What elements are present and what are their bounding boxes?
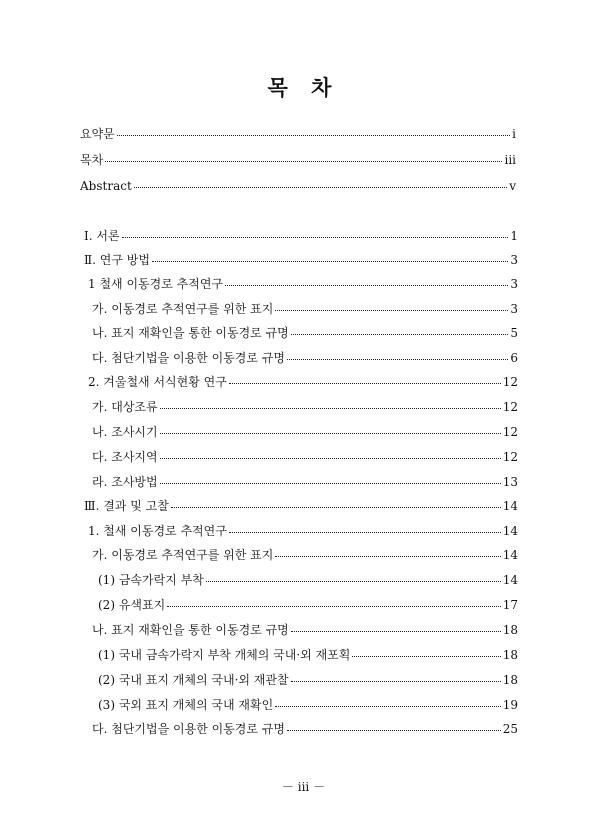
toc-entry: [92, 301, 518, 317]
leader-dots: [352, 647, 500, 659]
toc-entry-label: (2) 국내 표지 개체의 국내·외 재관찰: [98, 673, 289, 687]
toc-entry: [98, 697, 518, 713]
toc-entry: [80, 126, 516, 142]
leader-dots: [152, 252, 508, 264]
toc-entry-page: 3: [510, 277, 518, 291]
toc-entry-page: 17: [502, 598, 518, 612]
toc-entry: [92, 424, 518, 440]
leader-dots: [160, 399, 501, 411]
toc-entry-label: 가. 이동경로 추적연구를 위한 표지: [92, 302, 274, 316]
toc-entry-page: 12: [502, 375, 518, 389]
toc-entry-label: 가. 이동경로 추적연구를 위한 표지: [92, 548, 274, 562]
toc-entry-label: (2) 유색표지: [98, 598, 166, 612]
leader-dots: [275, 301, 508, 313]
toc-entry: [88, 276, 518, 292]
leader-dots: [291, 622, 501, 634]
toc-entry-label: 다. 첨단기법을 이용한 이동경로 규명: [92, 351, 285, 365]
toc-entry-label: 가. 대상조류: [92, 400, 158, 414]
toc-entry-label: 1 철새 이동경로 추적연구: [88, 277, 223, 291]
toc-entry-label: (1) 금속가락지 부착: [98, 573, 204, 587]
toc-entry-label: Ⅱ. 연구 방법: [84, 253, 150, 267]
toc-entry-page: 12: [502, 425, 518, 439]
toc-entry-page: 14: [502, 548, 518, 562]
toc-entry: [92, 399, 518, 415]
toc-entry-label: (3) 국외 표지 개체의 국내 재확인: [98, 698, 274, 712]
leader-dots: [171, 498, 501, 510]
leader-dots: [160, 424, 501, 436]
toc-entry: [92, 622, 518, 638]
leader-dots: [229, 523, 501, 535]
leader-dots: [134, 178, 507, 190]
toc-entry-page: 19: [502, 698, 518, 712]
toc-entry-page: 18: [502, 648, 518, 662]
leader-dots: [229, 374, 501, 386]
toc-entry-page: 1: [510, 229, 518, 243]
leader-dots: [291, 672, 501, 684]
toc-entry: [80, 152, 516, 168]
toc-entry-label: 다. 조사지역: [92, 450, 158, 464]
leader-dots: [291, 325, 509, 337]
toc-entry-label: 1. 철새 이동경로 추적연구: [88, 524, 227, 538]
toc-entry-label: 나. 표지 재확인을 통한 이동경로 규명: [92, 326, 289, 340]
toc-entry-label: 2. 겨울철새 서식현황 연구: [88, 375, 227, 389]
toc-entry-page: 18: [502, 673, 518, 687]
toc-entry-label: 나. 표지 재확인을 통한 이동경로 규명: [92, 623, 289, 637]
toc-entry-label: 다. 첨단기법을 이용한 이동경로 규명: [92, 722, 285, 736]
toc-entry-label: 라. 조사방법: [92, 475, 158, 489]
toc-entry-page: 18: [502, 623, 518, 637]
toc-entry-page: v: [509, 179, 516, 193]
toc-entry-label: Ⅲ. 결과 및 고찰: [84, 499, 169, 513]
leader-dots: [160, 474, 501, 486]
toc-entry: [98, 672, 518, 688]
toc-entry: [92, 721, 518, 737]
toc-entry-page: 14: [502, 499, 518, 513]
toc-entry-page: 3: [510, 302, 518, 316]
toc-entry-page: i: [512, 127, 516, 141]
toc-entry-page: 14: [502, 573, 518, 587]
toc-entry: [88, 374, 518, 390]
leader-dots: [122, 228, 509, 240]
toc-entry: [92, 449, 518, 465]
toc-entry: [80, 178, 516, 194]
leader-dots: [275, 697, 501, 709]
toc-entry: [92, 547, 518, 563]
leader-dots: [225, 276, 508, 288]
toc-entry-page: 3: [510, 253, 518, 267]
toc-entry: [88, 523, 518, 539]
leader-dots: [287, 721, 501, 733]
toc-entry-page: 25: [502, 722, 518, 736]
toc-entry-label: 목차: [80, 153, 104, 167]
leader-dots: [160, 449, 501, 461]
toc-entry: [92, 474, 518, 490]
toc-entry: [84, 498, 518, 514]
toc-entry-page: 12: [502, 400, 518, 414]
toc-entry-label: Abstract: [80, 179, 132, 193]
toc-entry-page: 13: [502, 475, 518, 489]
toc-entry-page: 5: [510, 326, 518, 340]
leader-dots: [287, 350, 508, 362]
toc-entry: [84, 228, 518, 244]
toc-entry: [92, 350, 518, 366]
toc-entry: [92, 325, 518, 341]
leader-dots: [117, 126, 510, 138]
toc-entry-label: 요약문: [80, 127, 115, 141]
toc-entry-label: 나. 조사시기: [92, 425, 158, 439]
toc-entry: [84, 252, 518, 268]
toc-entry-page: iii: [504, 153, 516, 167]
leader-dots: [206, 572, 501, 584]
page-title: 목 차: [267, 75, 340, 100]
toc-entry-page: 12: [502, 450, 518, 464]
toc-entry: [98, 572, 518, 588]
toc-entry: [98, 597, 518, 613]
leader-dots: [167, 597, 501, 609]
leader-dots: [105, 152, 502, 164]
page-number-footer: － iii －: [281, 780, 326, 794]
toc-entry-label: Ⅰ. 서론: [84, 229, 120, 243]
toc-entry-page: 14: [502, 524, 518, 538]
toc-entry-page: 6: [510, 351, 518, 365]
toc-entry-label: (1) 국내 금속가락지 부착 개체의 국내·외 재포획: [98, 648, 351, 662]
toc-entry: [98, 647, 518, 663]
leader-dots: [275, 547, 500, 559]
